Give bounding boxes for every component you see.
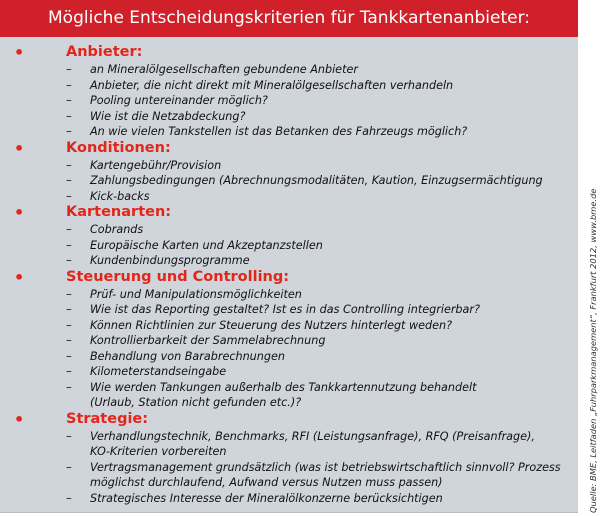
section-title: Konditionen: xyxy=(66,139,171,156)
section-items xyxy=(0,158,578,205)
list-item xyxy=(0,491,578,507)
dash-icon: – xyxy=(66,157,72,172)
list-item-text: Pooling untereinander möglich? xyxy=(90,94,268,107)
section-items xyxy=(0,287,578,411)
list-item xyxy=(0,302,578,318)
section-header xyxy=(0,140,578,157)
dash-icon: – xyxy=(66,428,72,443)
list-item xyxy=(0,93,578,109)
section-items xyxy=(0,222,578,269)
section-title: Strategie: xyxy=(66,410,149,427)
section-header xyxy=(0,204,578,221)
dash-icon: – xyxy=(66,286,72,301)
criteria-list xyxy=(0,44,578,506)
dash-icon: – xyxy=(66,459,72,474)
list-item-text: Kontrollierbarkeit der Sammelabrechnung xyxy=(90,334,326,347)
header-bar xyxy=(0,0,578,37)
list-item-text: Strategisches Interesse der Mineralölkonzerne berücksichtigen xyxy=(90,491,443,505)
list-item-text: Kick-backs xyxy=(90,189,150,203)
list-item xyxy=(0,380,578,411)
bullet-icon: • xyxy=(14,43,25,62)
bullet-icon: • xyxy=(14,138,25,158)
page-title: Mögliche Entscheidungskriterien für Tankkartenanbieter: xyxy=(48,8,530,28)
list-item xyxy=(0,364,578,380)
list-item xyxy=(0,333,578,349)
section-header xyxy=(0,44,578,61)
dash-icon: – xyxy=(66,173,72,187)
section xyxy=(0,44,578,140)
dash-icon: – xyxy=(66,364,72,378)
list-item-text: Anbieter, die nicht direkt mit Mineralölgesellschaften verhandeln xyxy=(90,78,454,92)
bullet-icon: • xyxy=(14,267,25,287)
list-item xyxy=(0,78,578,94)
list-item xyxy=(0,429,578,460)
list-item xyxy=(0,287,578,303)
list-item-text: Wie ist das Reporting gestaltet? Ist es in das Controlling integrierbar? xyxy=(90,303,480,316)
source-text: Quelle: BME, Leitfaden „Fuhrparkmanagement“, Frankfurt 2012, www.bme.de xyxy=(588,188,598,513)
section xyxy=(0,140,578,205)
list-item xyxy=(0,62,578,78)
list-item xyxy=(0,238,578,254)
dash-icon: – xyxy=(66,490,72,505)
list-item-text: Verhandlungstechnik, Benchmarks, RFI (Leistungsanfrage), RFQ (Preisanfrage), KO-Kriterien vorbereiten xyxy=(90,429,535,458)
dash-icon: – xyxy=(66,222,72,236)
section-items xyxy=(0,62,578,140)
dash-icon: – xyxy=(66,62,72,76)
list-item-text: Zahlungsbedingungen (Abrechnungsmodalitäten, Kaution, Einzugsermächtigung xyxy=(90,174,543,187)
dash-icon: – xyxy=(66,317,72,332)
list-item-text: Wie werden Tankungen außerhalb des Tankkartennutzung behandelt (Urlaub, Station nicht gefunden etc.)? xyxy=(90,380,477,409)
section xyxy=(0,204,578,269)
dash-icon: – xyxy=(66,237,72,252)
section-title: Steuerung und Controlling: xyxy=(66,268,290,285)
section-title: Anbieter: xyxy=(66,44,143,60)
list-item-text: Kilometerstandseingabe xyxy=(90,365,227,378)
list-item-text: Vertragsmanagement grundsätzlich (was ist betriebswirtschaftlich sinnvoll? Prozess möglichst durchlaufend, Aufwand versus Nutzen muss passen) xyxy=(90,460,561,489)
dash-icon: – xyxy=(66,93,72,107)
list-item xyxy=(0,222,578,238)
list-item-text: Können Richtlinien zur Steuerung des Nutzers hinterlegt weden? xyxy=(90,318,453,332)
list-item xyxy=(0,124,578,140)
dash-icon: – xyxy=(66,108,72,123)
list-item xyxy=(0,173,578,189)
list-item-text: Wie ist die Netzabdeckung? xyxy=(90,109,246,123)
list-item-text: An wie vielen Tankstellen ist das Betanken des Fahrzeugs möglich? xyxy=(90,125,468,138)
dash-icon: – xyxy=(66,77,72,92)
list-item-text: Behandlung von Barabrechnungen xyxy=(90,349,285,363)
section xyxy=(0,269,578,411)
section-header xyxy=(0,269,578,286)
list-item-text: Kundenbindungsprogramme xyxy=(90,254,250,267)
dash-icon: – xyxy=(66,253,72,267)
list-item xyxy=(0,349,578,365)
list-item xyxy=(0,158,578,174)
dash-icon: – xyxy=(66,333,72,347)
list-item-text: Kartengebühr/Provision xyxy=(90,158,222,172)
section xyxy=(0,411,578,507)
dash-icon: – xyxy=(66,348,72,363)
list-item-text: an Mineralölgesellschaften gebundene Anbieter xyxy=(90,63,358,76)
bullet-icon: • xyxy=(14,409,25,429)
list-item xyxy=(0,460,578,491)
dash-icon: – xyxy=(66,379,72,394)
bullet-icon: • xyxy=(14,203,25,222)
list-item-text: Europäische Karten und Akzeptanzstellen xyxy=(90,238,323,252)
list-item-text: Cobrands xyxy=(90,223,144,236)
list-item-text: Prüf- und Manipulationsmöglichkeiten xyxy=(90,287,302,301)
dash-icon: – xyxy=(66,302,72,316)
section-items xyxy=(0,429,578,507)
source-note xyxy=(585,188,599,513)
section-title: Kartenarten: xyxy=(66,204,172,220)
dash-icon: – xyxy=(66,124,72,138)
list-item xyxy=(0,253,578,269)
list-item xyxy=(0,109,578,125)
list-item xyxy=(0,189,578,205)
section-header xyxy=(0,411,578,428)
list-item xyxy=(0,318,578,334)
dash-icon: – xyxy=(66,188,72,203)
